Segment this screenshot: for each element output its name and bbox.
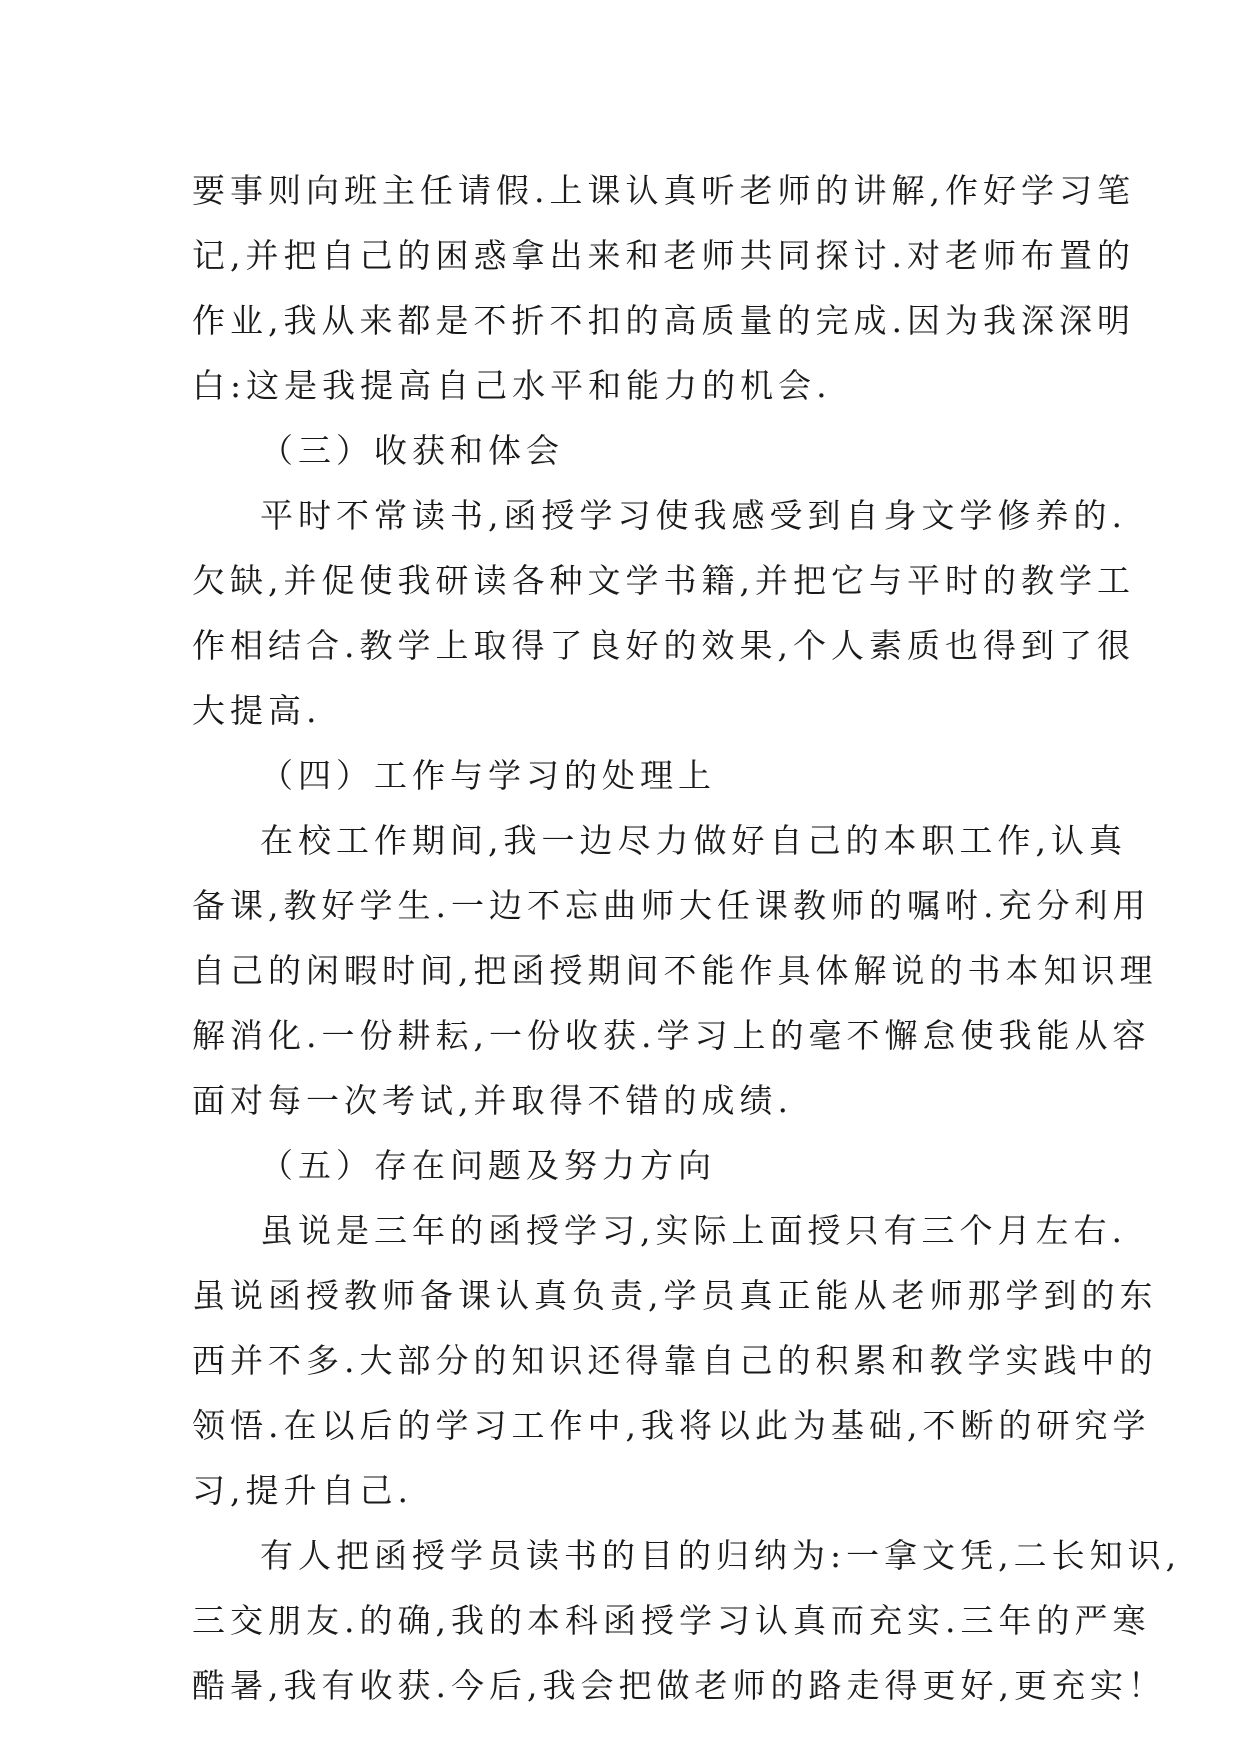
text-line: 酷暑,我有收获.今后,我会把做老师的路走得更好,更充实！	[192, 1666, 1166, 1705]
text-line: 解消化.一份耕耘,一份收获.学习上的毫不懈怠使我能从容	[192, 1016, 1151, 1055]
text-line: 要事则向班主任请假.上课认真听老师的讲解,作好学习笔	[192, 171, 1135, 210]
text-line: 西并不多.大部分的知识还得靠自己的积累和教学实践中的	[192, 1341, 1158, 1380]
paragraph-first-line: 有人把函授学员读书的目的归纳为:一拿文凭,二长知识,	[260, 1536, 1182, 1575]
text-line: 面对每一次考试,并取得不错的成绩.	[192, 1081, 793, 1120]
text-line: 白:这是我提高自己水平和能力的机会.	[192, 366, 832, 405]
paragraph-first-line: 平时不常读书,函授学习使我感受到自身文学修养的.	[260, 496, 1127, 535]
text-line: 欠缺,并促使我研读各种文学书籍,并把它与平时的教学工	[192, 561, 1135, 600]
section-heading: （五）存在问题及努力方向	[260, 1146, 716, 1185]
text-line: 备课,教好学生.一边不忘曲师大任课教师的嘱咐.充分利用	[192, 886, 1151, 925]
section-heading: （四）工作与学习的处理上	[260, 756, 716, 795]
section-heading: （三）收获和体会	[260, 431, 564, 470]
text-line: 领悟.在以后的学习工作中,我将以此为基础,不断的研究学	[192, 1406, 1151, 1445]
text-line: 记,并把自己的困惑拿出来和老师共同探讨.对老师布置的	[192, 236, 1135, 275]
text-line: 作相结合.教学上取得了良好的效果,个人素质也得到了很	[192, 626, 1135, 665]
text-line: 大提高.	[192, 691, 322, 730]
paragraph-first-line: 虽说是三年的函授学习,实际上面授只有三个月左右.	[260, 1211, 1127, 1250]
text-line: 三交朋友.的确,我的本科函授学习认真而充实.三年的严寒	[192, 1601, 1151, 1640]
text-line: 虽说函授教师备课认真负责,学员真正能从老师那学到的东	[192, 1276, 1158, 1315]
paragraph-first-line: 在校工作期间,我一边尽力做好自己的本职工作,认真	[260, 821, 1127, 860]
text-line: 作业,我从来都是不折不扣的高质量的完成.因为我深深明	[192, 301, 1135, 340]
text-line: 自己的闲暇时间,把函授期间不能作具体解说的书本知识理	[192, 951, 1158, 990]
document-body	[192, 158, 1182, 1718]
text-line: 习,提升自己.	[192, 1471, 413, 1510]
